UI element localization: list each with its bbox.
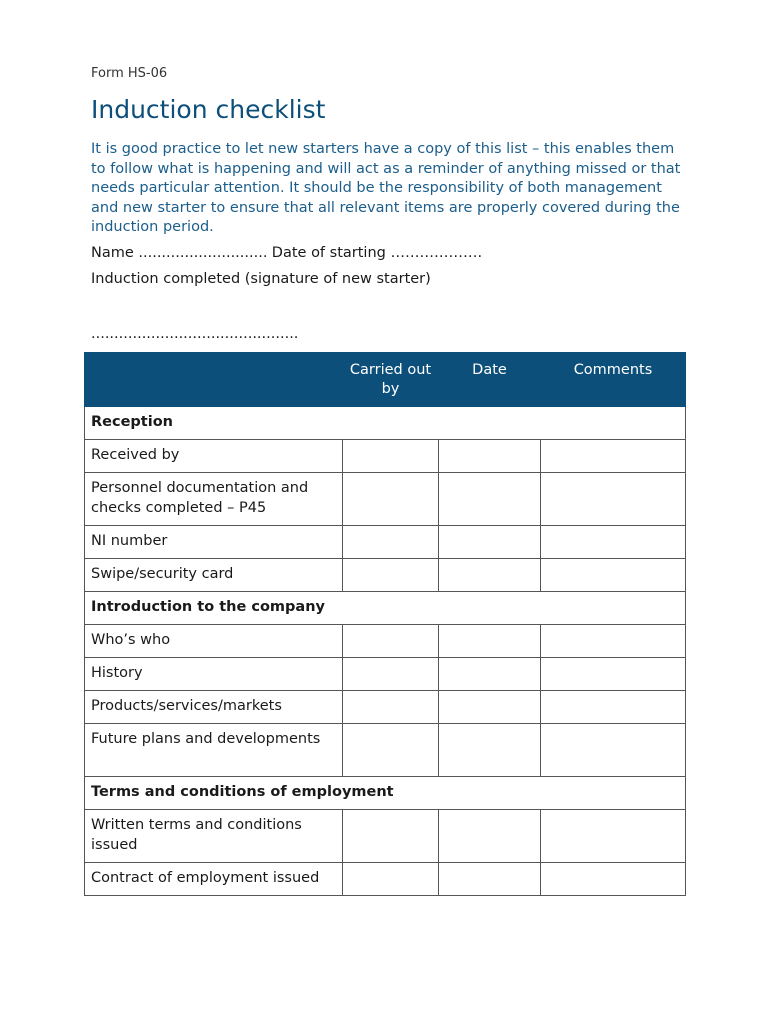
carried-out-by-cell[interactable]	[343, 625, 439, 658]
date-cell[interactable]	[439, 625, 541, 658]
carried-out-by-cell[interactable]	[343, 863, 439, 896]
checklist-item: Who’s who	[85, 625, 343, 658]
section-row-introduction	[85, 592, 686, 625]
date-cell[interactable]	[439, 691, 541, 724]
table-row	[85, 440, 686, 473]
comments-cell[interactable]	[541, 625, 686, 658]
date-cell[interactable]	[439, 559, 541, 592]
name-date-line	[91, 245, 482, 261]
carried-out-by-cell[interactable]	[343, 473, 439, 526]
date-cell[interactable]	[439, 658, 541, 691]
date-cell[interactable]	[439, 863, 541, 896]
table-row	[85, 625, 686, 658]
name-field-label: Name ............................	[91, 245, 268, 261]
date-cell[interactable]	[439, 526, 541, 559]
intro-paragraph: It is good practice to let new starters have a copy of this list – this enables them to follow what is happening and will act as a reminder of anything missed or that needs particular attention. It should be the responsibility of both management and new starter to ensure that all relevant items are properly covered during the induction period.	[91, 141, 681, 236]
header-date: Date	[439, 353, 541, 407]
table-row	[85, 559, 686, 592]
comments-cell[interactable]	[541, 473, 686, 526]
date-cell[interactable]	[439, 473, 541, 526]
section-title: Terms and conditions of employment	[85, 777, 686, 810]
checklist-item: Received by	[85, 440, 343, 473]
table-row	[85, 658, 686, 691]
table-row	[85, 473, 686, 526]
carried-out-by-cell[interactable]	[343, 810, 439, 863]
comments-cell[interactable]	[541, 526, 686, 559]
checklist-item: Contract of employment issued	[85, 863, 343, 896]
date-cell[interactable]	[439, 440, 541, 473]
comments-cell[interactable]	[541, 724, 686, 777]
page-title: Induction checklist	[91, 95, 326, 124]
header-carried-out-by: Carried out by	[343, 353, 439, 407]
carried-out-by-cell[interactable]	[343, 440, 439, 473]
carried-out-by-cell[interactable]	[343, 691, 439, 724]
table-row	[85, 863, 686, 896]
checklist-item: Written terms and conditions issued	[85, 810, 343, 863]
comments-cell[interactable]	[541, 440, 686, 473]
checklist-item: Products/services/markets	[85, 691, 343, 724]
signature-line: .............................................	[91, 326, 299, 342]
checklist-item: History	[85, 658, 343, 691]
checklist-item: NI number	[85, 526, 343, 559]
form-code: Form HS-06	[91, 66, 168, 81]
table-row	[85, 691, 686, 724]
comments-cell[interactable]	[541, 658, 686, 691]
table-row	[85, 724, 686, 777]
table-row	[85, 810, 686, 863]
carried-out-by-cell[interactable]	[343, 526, 439, 559]
comments-cell[interactable]	[541, 863, 686, 896]
induction-completed-label: Induction completed (signature of new starter)	[91, 271, 431, 287]
table-row	[85, 526, 686, 559]
carried-out-by-cell[interactable]	[343, 658, 439, 691]
carried-out-by-cell[interactable]	[343, 559, 439, 592]
date-cell[interactable]	[439, 810, 541, 863]
date-cell[interactable]	[439, 724, 541, 777]
section-title: Reception	[85, 407, 686, 440]
comments-cell[interactable]	[541, 559, 686, 592]
section-row-reception	[85, 407, 686, 440]
header-item	[85, 353, 343, 407]
section-row-terms	[85, 777, 686, 810]
checklist-item: Future plans and developments	[85, 724, 343, 777]
checklist-item: Personnel documentation and checks completed – P45	[85, 473, 343, 526]
carried-out-by-cell[interactable]	[343, 724, 439, 777]
table-header-row	[85, 353, 686, 407]
date-of-starting-label: Date of starting ……………….	[271, 245, 483, 261]
induction-checklist-table	[84, 352, 686, 896]
comments-cell[interactable]	[541, 691, 686, 724]
header-comments: Comments	[541, 353, 686, 407]
section-title: Introduction to the company	[85, 592, 686, 625]
comments-cell[interactable]	[541, 810, 686, 863]
checklist-item: Swipe/security card	[85, 559, 343, 592]
